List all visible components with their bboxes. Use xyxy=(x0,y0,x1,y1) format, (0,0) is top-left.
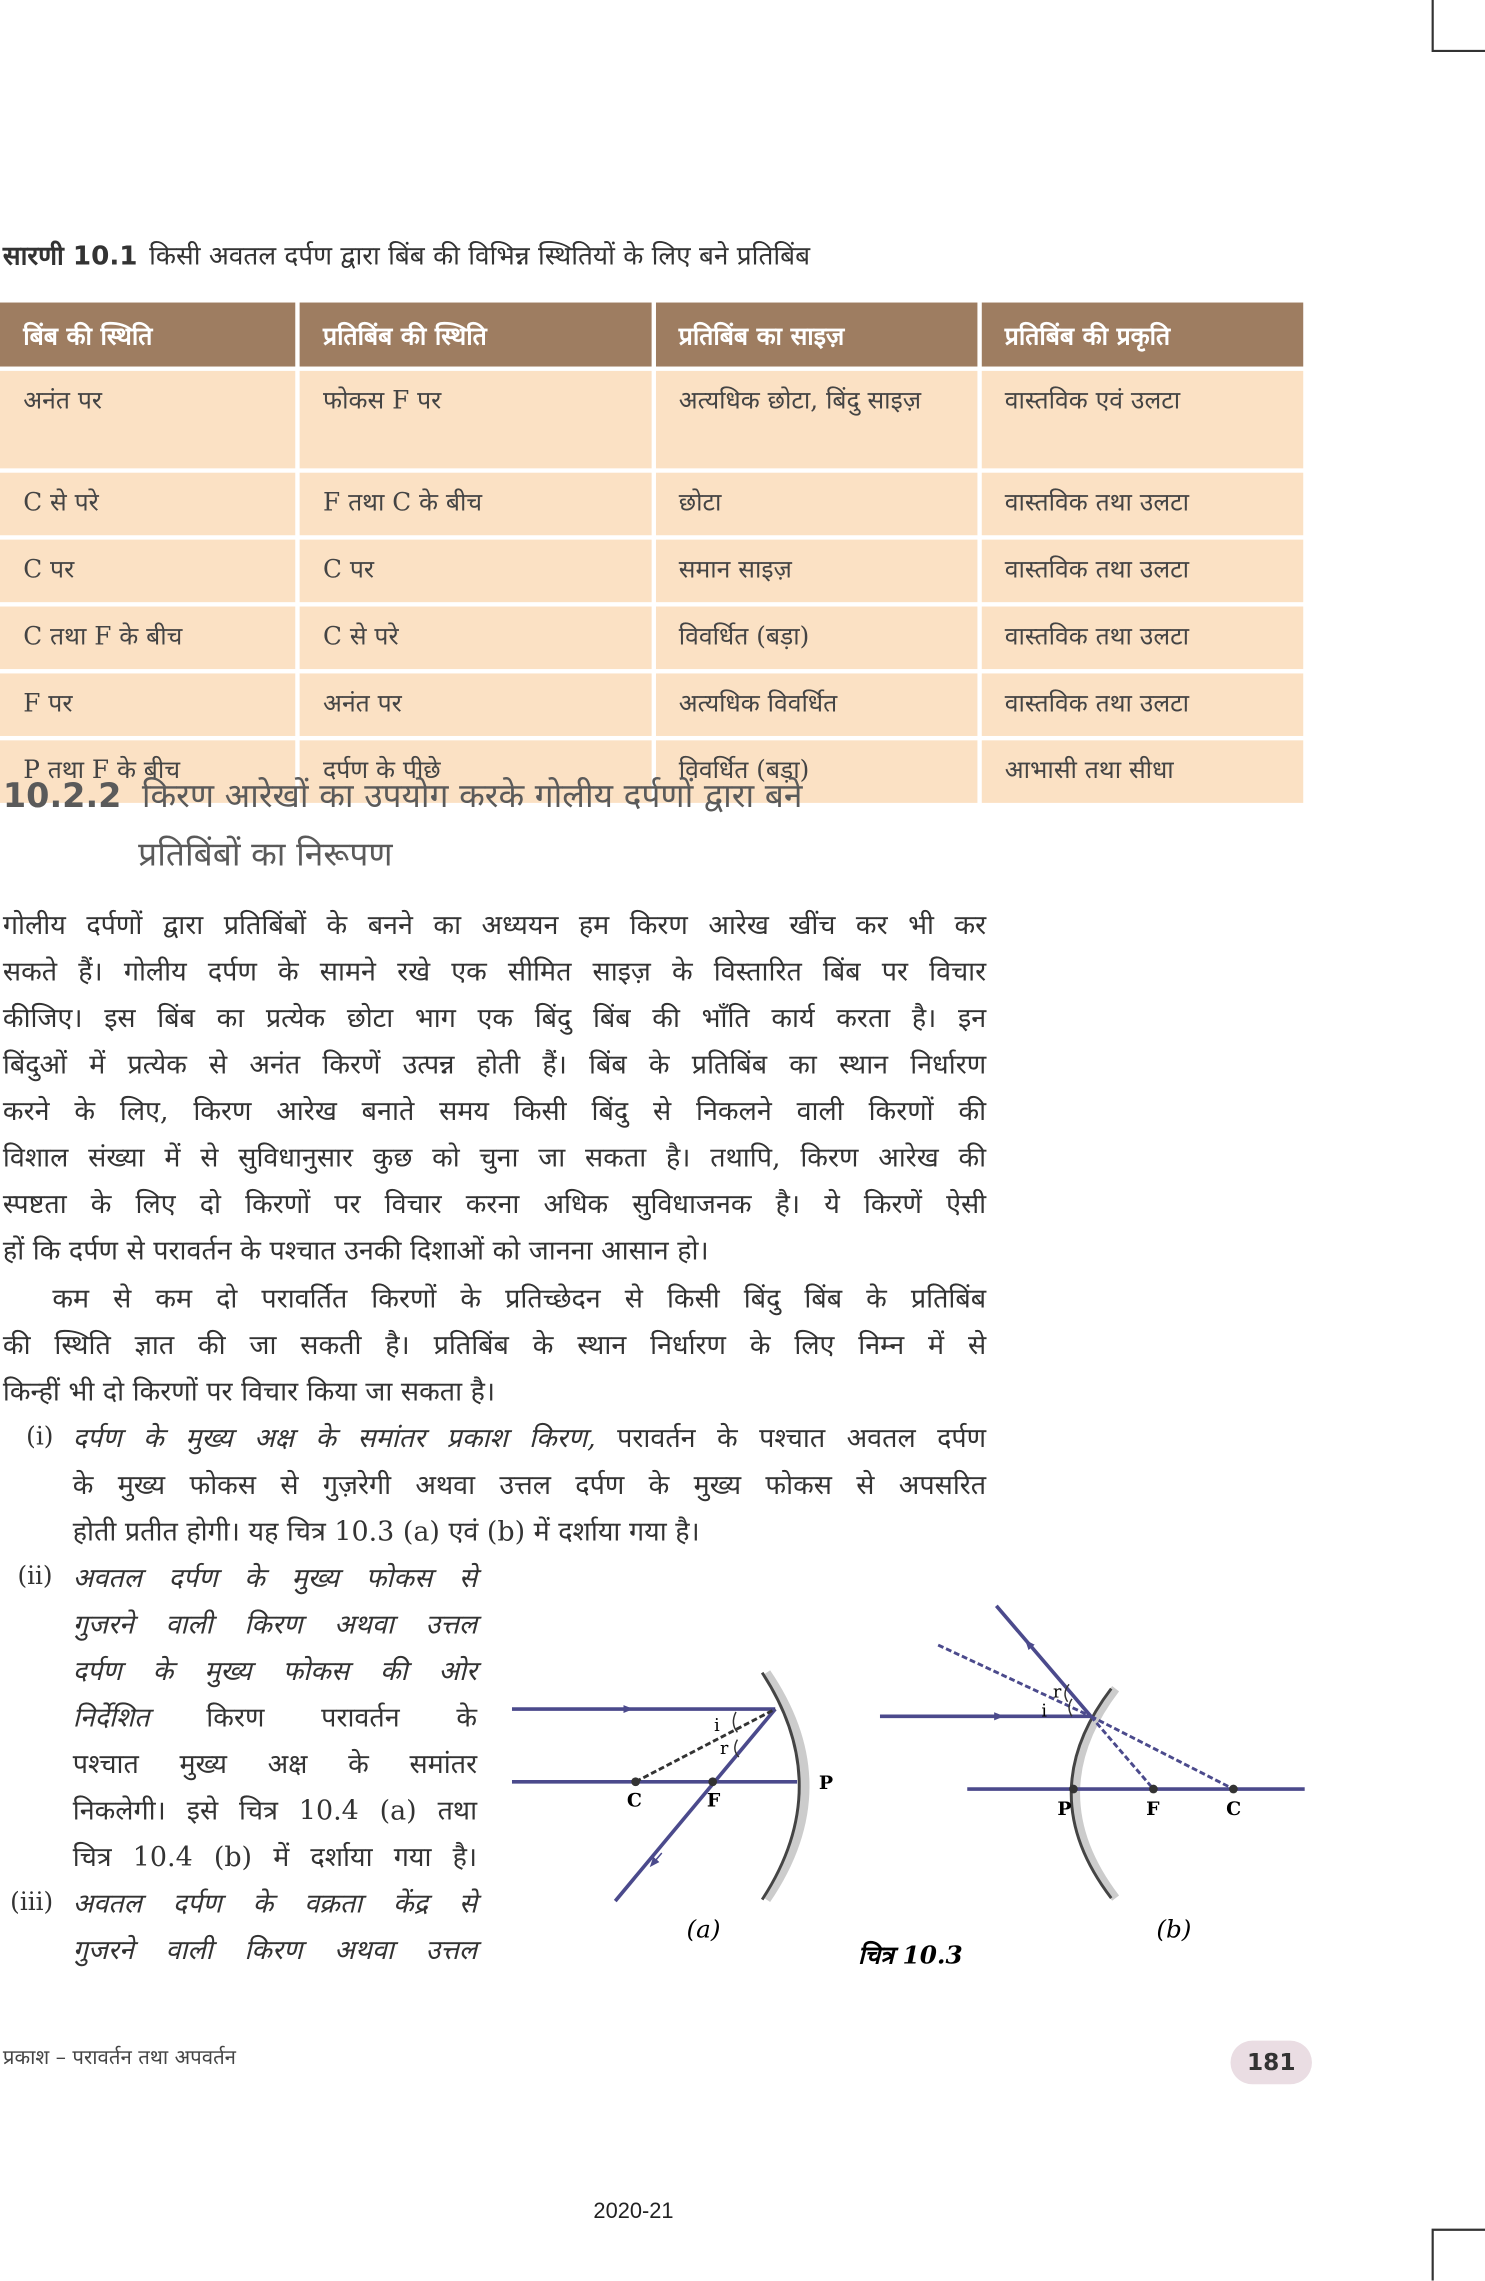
table-cell: अत्यधिक विवर्धित xyxy=(655,673,977,736)
label-f: F xyxy=(706,1789,721,1812)
table-cell: C से परे xyxy=(0,473,295,536)
text-line: हों कि दर्पण से परावर्तन के पश्चात उनकी दिशाओं को जानना आसान हो। xyxy=(2,1236,709,1267)
text-line: दर्पण के मुख्य फोकस की ओर xyxy=(72,1656,478,1688)
item1-italic: दर्पण के मुख्य अक्ष के समांतर प्रकाश किरण, xyxy=(72,1423,596,1455)
label-c: C xyxy=(1226,1798,1242,1821)
diagram-a xyxy=(512,1673,833,1944)
text-line: करने के लिए, किरण आरेख बनाते समय किसी बिंदु से निकलने वाली किरणों की xyxy=(2,1096,987,1128)
table-cell: F तथा C के बीच xyxy=(300,473,651,536)
normal-line xyxy=(636,1709,776,1782)
text-line: पश्चात मुख्य अक्ष के समांतर xyxy=(72,1749,478,1781)
text-line: कम से कम दो परावर्तित किरणों के प्रतिच्छेदन से किसी बिंदु बिंब के प्रतिबिंब xyxy=(52,1284,987,1315)
header-image-nature: प्रतिबिंब की प्रकृति xyxy=(981,303,1303,367)
item1-text: परावर्तन के पश्चात अवतल दर्पण xyxy=(617,1423,987,1455)
table-cell: आभासी तथा सीधा xyxy=(981,740,1303,803)
table-cell: वास्तविक तथा उलटा xyxy=(981,540,1303,603)
point-f xyxy=(708,1777,717,1786)
table-cell: विवर्धित (बड़ा) xyxy=(655,607,977,670)
header-image-position: प्रतिबिंब की स्थिति xyxy=(300,303,651,367)
item1-line2: के मुख्य फोकस से गुज़रेगी अथवा उत्तल दर्पण के मुख्य फोकस से अपसरित xyxy=(72,1470,987,1502)
table-cell: F पर xyxy=(0,673,295,736)
item-marker: (iii) xyxy=(10,1887,54,1918)
figure-caption: चित्र 10.3 xyxy=(858,1940,963,1970)
header-object-position: बिंब की स्थिति xyxy=(0,303,295,367)
label-r: r xyxy=(1053,1682,1062,1703)
table-cell: C पर xyxy=(300,540,651,603)
table-cell: छोटा xyxy=(655,473,977,536)
label-p: P xyxy=(1057,1798,1072,1821)
point-p xyxy=(1069,1785,1078,1794)
page-number: 181 xyxy=(1231,2041,1312,2085)
item-marker: (i) xyxy=(26,1422,54,1452)
header-image-size: प्रतिबिंब का साइज़ xyxy=(655,303,977,367)
section-number: 10.2.2 xyxy=(2,778,122,816)
text-line: निर्देशित xyxy=(72,1703,150,1734)
table-caption-label: सारणी 10.1 xyxy=(2,241,138,272)
table-cell: दर्पण के पीछे xyxy=(300,740,651,803)
concave-mirror xyxy=(762,1673,799,1900)
label-i: i xyxy=(714,1715,720,1736)
point-f xyxy=(1149,1785,1158,1794)
table-cell: अनंत पर xyxy=(0,371,295,468)
table-cell: वास्तविक तथा उलटा xyxy=(981,607,1303,670)
section-title-line2: प्रतिबिंबों का निरूपण xyxy=(138,836,393,875)
text-line: बिंदुओं में प्रत्येक से अनंत किरणें उत्पन्न होती हैं। बिंब के प्रतिबिंब का स्थान निर्धारण xyxy=(2,1050,987,1081)
text-line: की स्थिति ज्ञात की जा सकती है। प्रतिबिंब के स्थान निर्धारण के लिए निम्न में से xyxy=(2,1330,987,1362)
text-line: अवतल दर्पण के वक्रता केंद्र से xyxy=(72,1889,478,1920)
text-line: कीजिए। इस बिंब का प्रत्येक छोटा भाग एक बिंदु बिंब की भाँति कार्य करता है। इन xyxy=(2,1003,987,1035)
text-line: निकलेगी। इसे चित्र 10.4 (a) तथा xyxy=(72,1796,478,1827)
ray-to-f xyxy=(1091,1716,1154,1789)
chapter-footer: प्रकाश – परावर्तन तथा अपवर्तन xyxy=(2,2046,236,2070)
table-cell: विवर्धित (बड़ा) xyxy=(655,740,977,803)
mirror-shadow xyxy=(1076,1689,1116,1898)
label-r: r xyxy=(719,1739,729,1760)
text-line: गोलीय दर्पणों द्वारा प्रतिबिंबों के बनने का अध्ययन हम किरण आरेख खींच कर भी कर xyxy=(2,910,987,942)
table-cell: C तथा F के बीच xyxy=(0,607,295,670)
subfigure-b-label: (b) xyxy=(1156,1914,1192,1944)
text-line: गुजरने वाली किरण अथवा उत्तल xyxy=(72,1935,478,1967)
item-marker: (ii) xyxy=(17,1562,53,1592)
table-cell: वास्तविक तथा उलटा xyxy=(981,473,1303,536)
edition-year: 2020-21 xyxy=(593,2199,674,2224)
point-c xyxy=(631,1777,640,1786)
label-f: F xyxy=(1146,1798,1160,1821)
text-line: गुजरने वाली किरण अथवा उत्तल xyxy=(72,1610,478,1641)
table-cell: फोकस F पर xyxy=(300,371,651,468)
table-caption-text: किसी अवतल दर्पण द्वारा बिंब की विभिन्न स्थितियों के लिए बने प्रतिबिंब xyxy=(149,241,811,272)
label-c: C xyxy=(626,1789,642,1812)
text-line: स्पष्टता के लिए दो किरणों पर विचार करना अधिक सुविधाजनक है। ये किरणें ऐसी xyxy=(2,1189,987,1221)
item1-line3: होती प्रतीत होगी। यह चित्र 10.3 (a) एवं (b) में दर्शाया गया है। xyxy=(72,1517,700,1548)
table-cell: अत्यधिक छोटा, बिंदु साइज़ xyxy=(655,371,977,468)
angle-arcs xyxy=(733,1712,738,1757)
table-cell: C से परे xyxy=(300,607,651,670)
label-p: P xyxy=(818,1772,834,1795)
table-cell: अनंत पर xyxy=(300,673,651,736)
text-line: विशाल संख्या में से सुविधानुसार कुछ को चुना जा सकता है। तथापि, किरण आरेख की xyxy=(2,1143,987,1174)
text-line: किरण परावर्तन के xyxy=(206,1703,478,1734)
subfigure-a-label: (a) xyxy=(686,1914,721,1944)
text-line: चित्र 10.4 (b) में दर्शाया गया है। xyxy=(72,1842,478,1874)
label-i: i xyxy=(1041,1701,1048,1722)
text-line: किन्हीं भी दो किरणों पर विचार किया जा सकता है। xyxy=(2,1377,496,1408)
normal-extension xyxy=(938,1645,1091,1716)
reflected-ray xyxy=(996,1606,1091,1717)
table-cell: समान साइज़ xyxy=(655,540,977,603)
text-line: सकते हैं। गोलीय दर्पण के सामने रखे एक सीमित साइज़ के विस्तारित बिंब पर विचार xyxy=(2,957,987,988)
table-cell: C पर xyxy=(0,540,295,603)
table-cell: P तथा F के बीच xyxy=(0,740,295,803)
table-cell: वास्तविक एवं उलटा xyxy=(981,371,1303,468)
point-c xyxy=(1229,1785,1238,1794)
diagram-b xyxy=(880,1606,1305,1944)
section-title-line1: किरण आरेखों का उपयोग करके गोलीय दर्पणों द्वारा बने xyxy=(141,778,803,816)
text-line: अवतल दर्पण के मुख्य फोकस से xyxy=(72,1563,478,1595)
normal-to-c xyxy=(1091,1716,1234,1789)
arrow-icon xyxy=(1028,1644,1037,1654)
table-cell: वास्तविक तथा उलटा xyxy=(981,673,1303,736)
